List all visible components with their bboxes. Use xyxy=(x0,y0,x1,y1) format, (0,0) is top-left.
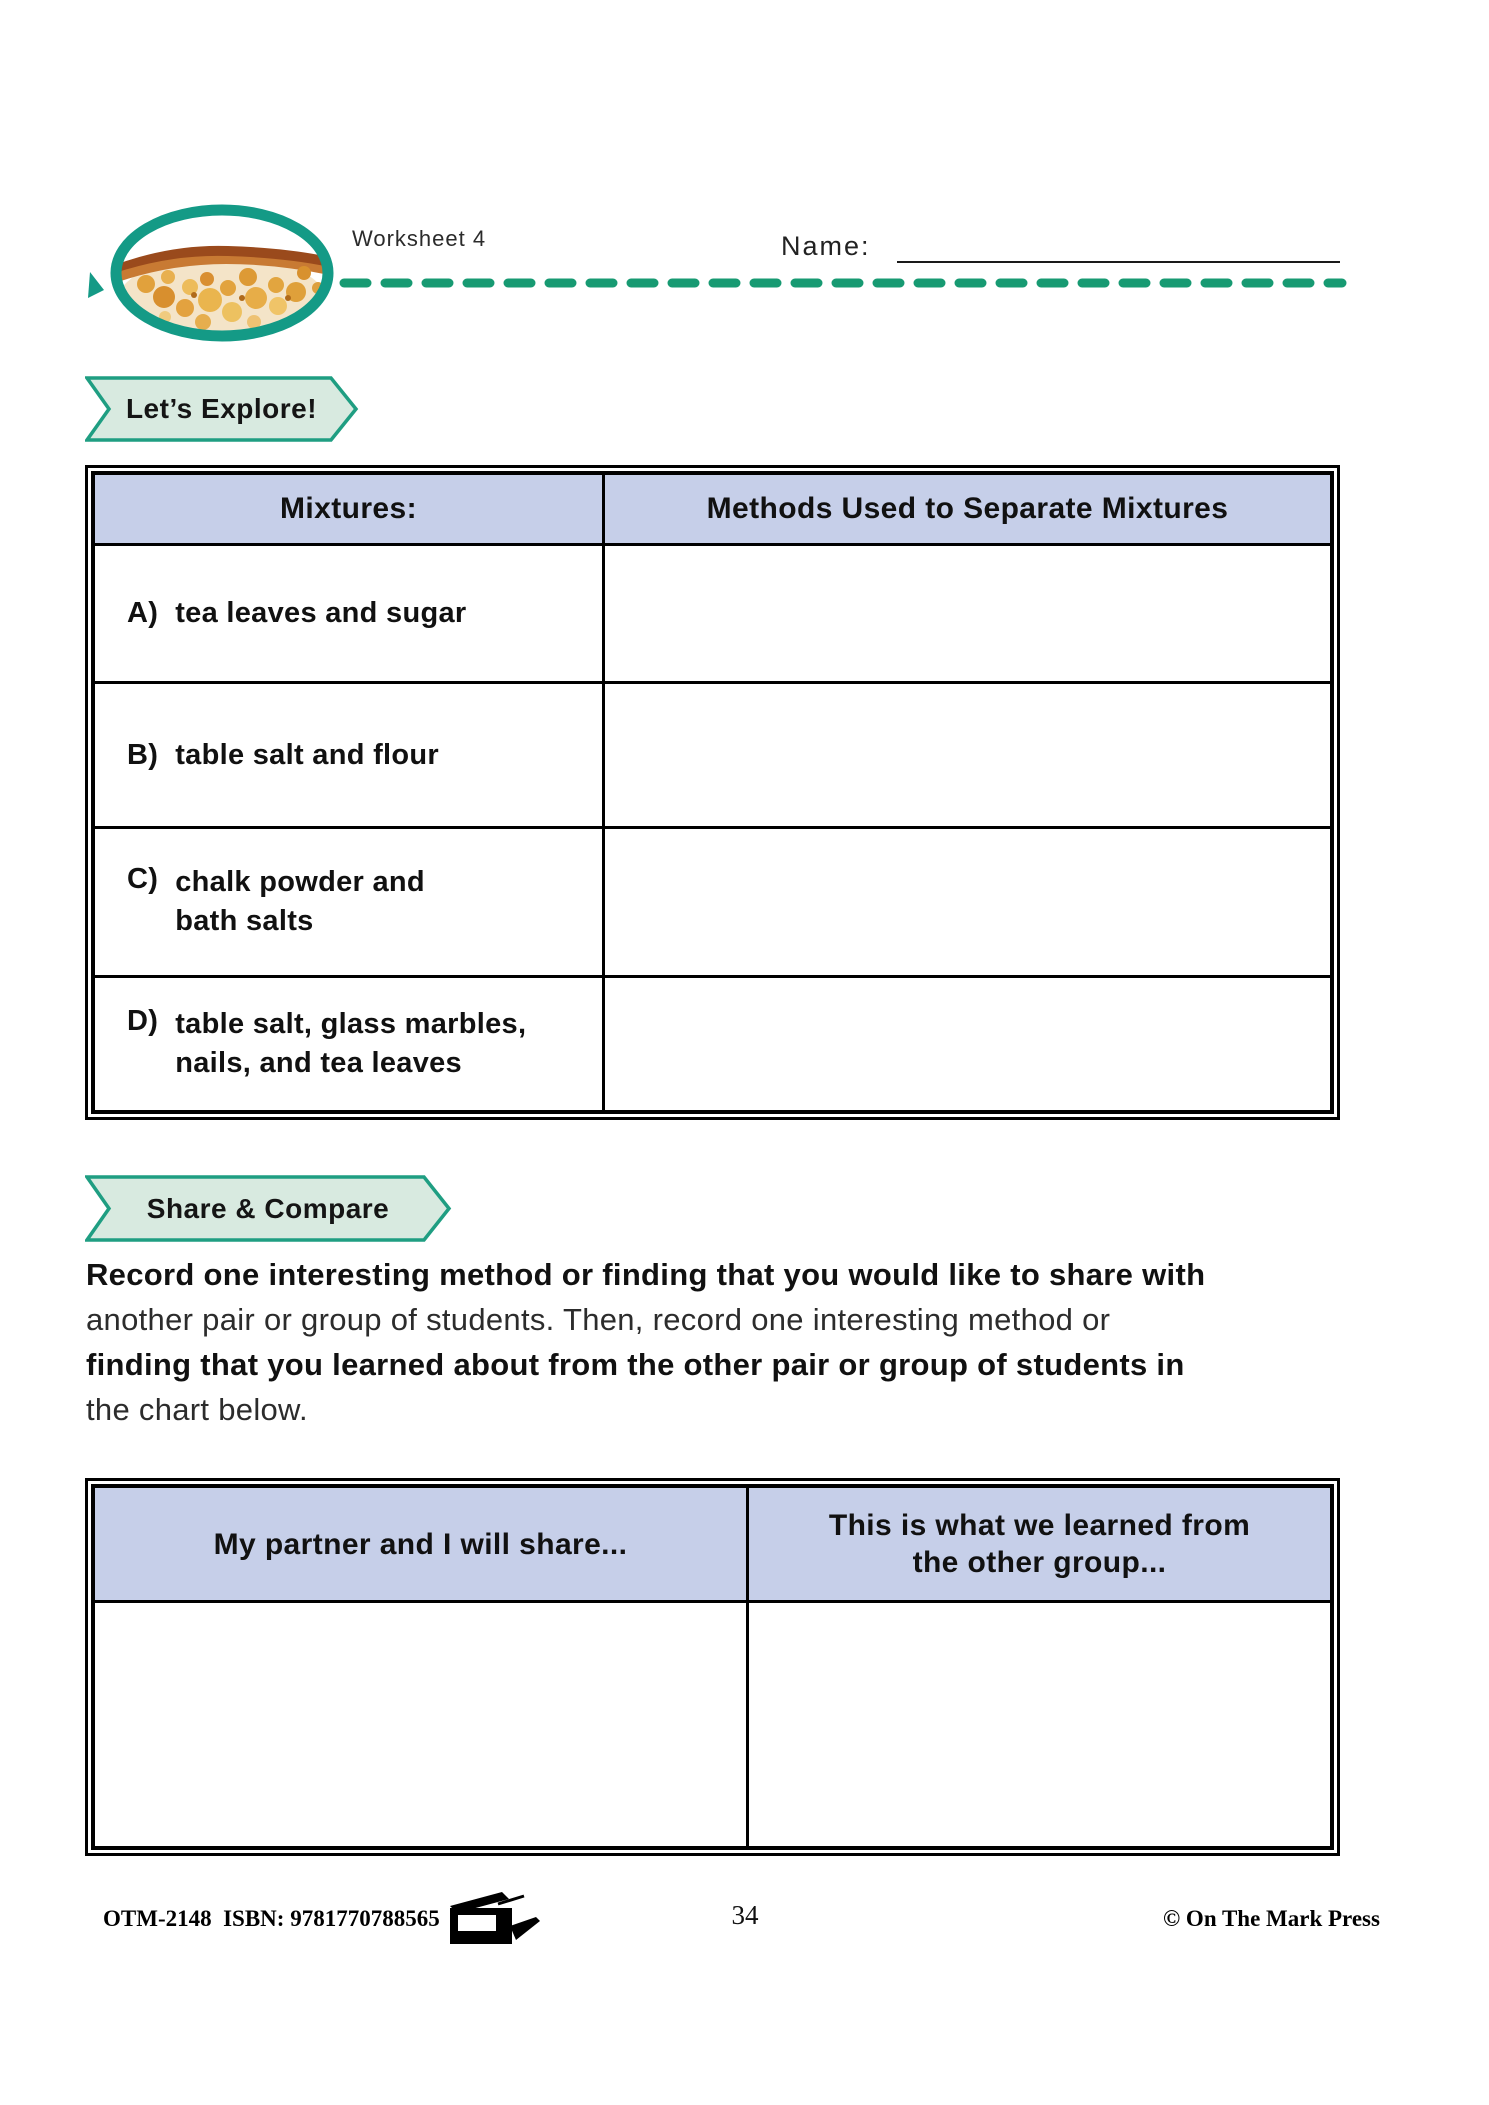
learned-header-label xyxy=(829,1507,1250,1581)
logo-tail-mark xyxy=(88,272,106,298)
worksheet-label: Worksheet 4 xyxy=(352,226,487,251)
instruction-line: finding that you learned about from the other pair or group of students in xyxy=(86,1347,1185,1382)
mixtures-table xyxy=(85,465,1340,1120)
mixtures-header-cell xyxy=(95,475,605,543)
mixture-b-cell xyxy=(95,684,605,826)
partner-share-answer-cell xyxy=(95,1603,749,1846)
methods-header-label: Methods Used to Separate Mixtures xyxy=(706,492,1229,525)
share-instructions xyxy=(86,1252,1376,1432)
mixture-a-label: A) xyxy=(127,597,159,629)
learned-header-cell xyxy=(749,1488,1330,1600)
mixture-c-text: chalk powder and bath salts xyxy=(175,866,425,937)
share-table-inner xyxy=(91,1484,1334,1850)
mixture-c-label: C) xyxy=(127,863,159,895)
instruction-line: Record one interesting method or finding that you would like to share with xyxy=(86,1257,1206,1292)
mixture-d-cell xyxy=(95,978,605,1110)
mixture-a-text: tea leaves and sugar xyxy=(175,597,467,629)
method-a-answer-cell xyxy=(605,546,1330,681)
table-row xyxy=(95,546,1330,684)
mixtures-header-label: Mixtures: xyxy=(280,492,417,525)
method-d-answer-cell xyxy=(605,978,1330,1110)
share-header-row xyxy=(95,1488,1330,1603)
page-number: 34 xyxy=(731,1900,759,1930)
mixture-d-text: table salt, glass marbles, nails, and tea leaves xyxy=(175,1008,527,1079)
share-table xyxy=(85,1478,1340,1856)
name-label: Name: xyxy=(781,231,871,261)
mixtures-header-row xyxy=(95,475,1330,546)
share-answer-row xyxy=(95,1603,1330,1846)
lets-explore-title: Let’s Explore! xyxy=(125,393,318,424)
instruction-line: the chart below. xyxy=(86,1392,308,1427)
table-row xyxy=(95,829,1330,978)
mixture-c-cell xyxy=(95,829,605,975)
share-compare-title: Share & Compare xyxy=(146,1192,390,1224)
printer-icon xyxy=(448,1888,540,1950)
instruction-line: another pair or group of students. Then, record one interesting method or xyxy=(86,1302,1111,1337)
mixture-photo-logo xyxy=(106,200,338,348)
method-c-answer-cell xyxy=(605,829,1330,975)
mixture-b-text: table salt and flour xyxy=(175,738,440,771)
mixtures-table-inner xyxy=(91,471,1334,1114)
learned-header-line2: the other group... xyxy=(912,1546,1167,1579)
copyright-text: © On The Mark Press xyxy=(1163,1906,1380,1931)
name-blank-line xyxy=(897,261,1340,263)
table-row xyxy=(95,978,1330,1110)
methods-header-cell xyxy=(605,475,1330,543)
method-b-answer-cell xyxy=(605,684,1330,826)
table-row xyxy=(95,684,1330,829)
partner-share-header-label: My partner and I will share... xyxy=(213,1527,628,1561)
mixture-d-label: D) xyxy=(127,1005,159,1037)
learned-header-line1: This is what we learned from xyxy=(828,1509,1251,1542)
mixture-b-label: B) xyxy=(127,738,159,771)
mixture-beads-icon xyxy=(106,200,338,348)
dashed-divider xyxy=(336,276,1348,290)
learned-answer-cell xyxy=(749,1603,1330,1846)
partner-share-header-cell xyxy=(95,1488,749,1600)
lets-explore-banner xyxy=(85,375,360,443)
share-compare-banner xyxy=(85,1174,453,1243)
isbn-text: OTM-2148 ISBN: 9781770788565 xyxy=(103,1906,440,1931)
mixture-a-cell xyxy=(95,546,605,681)
